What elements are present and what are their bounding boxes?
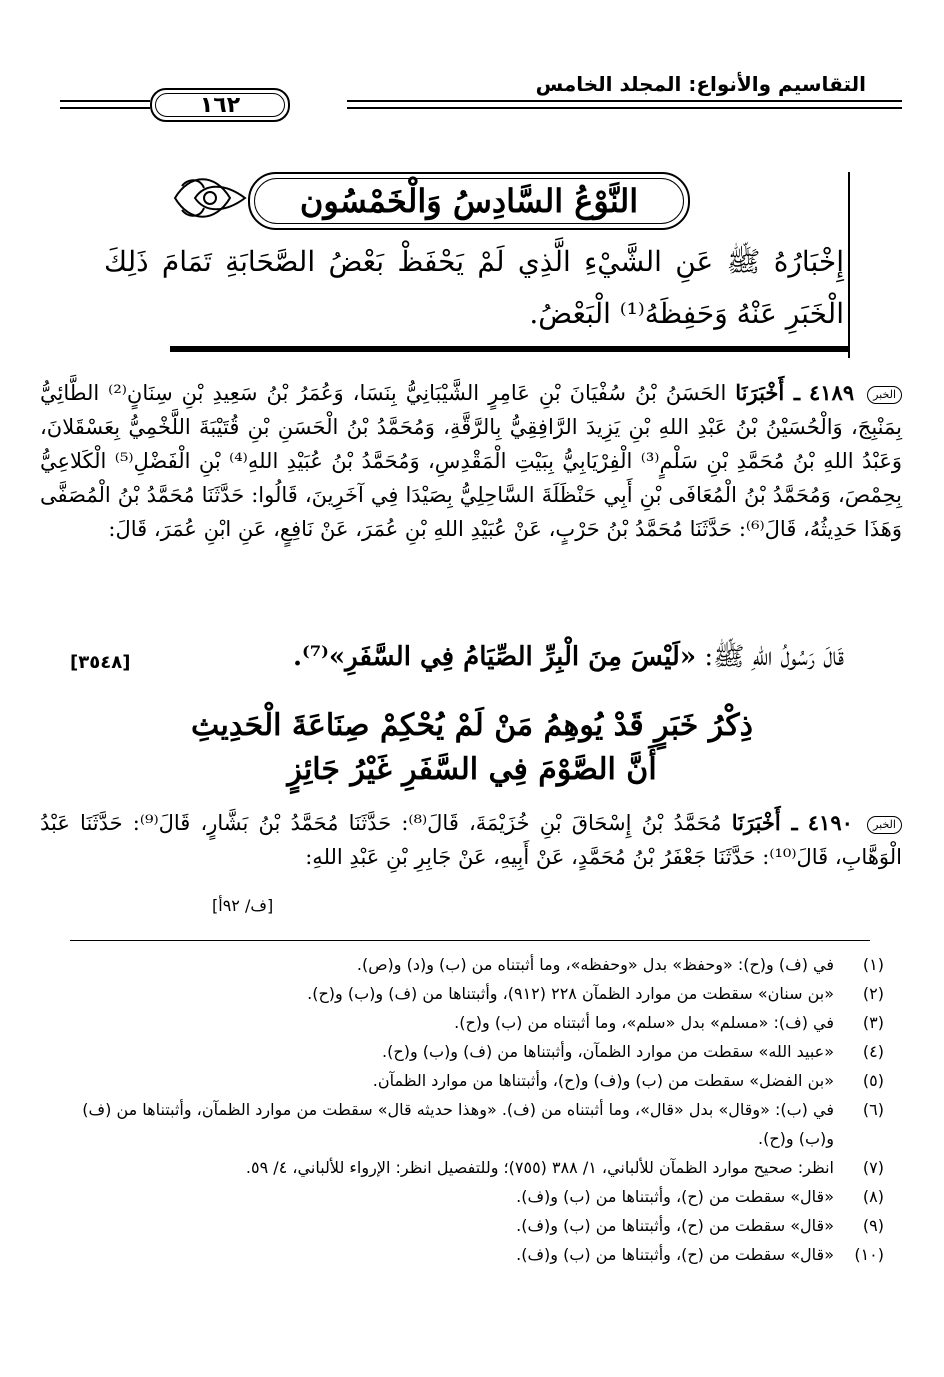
prophet-saying-line [293,640,844,678]
hadith-4189 [40,376,902,546]
footnote-text: «قال» سقطت من (ح)، وأثبتناها من (ب) و(ف). [516,1187,834,1206]
footnote-text: «قال» سقطت من (ح)، وأثبتناها من (ب) و(ف). [516,1245,834,1264]
prophet-intro: قَالَ رَسُولُ اللهِ ﷺ: [704,642,844,672]
footnote-text: في (ب): «وقال» بدل «قال»، وما أثبتناه من (ف). «وهذا حديثه قال» سقطت من موارد الظمآن، وأثبتناها من (ف) و(ب) و(ح). [82,1100,834,1148]
footnote-number: (١) [862,955,884,974]
header-rule-left [60,100,150,102]
chapter-title: النَّوْعُ السَّادِسُ وَالْخَمْسُون [299,182,639,220]
footnote-text: «بن الفضل» سقطت من (ب) و(ف) و(ح)، وأثبتناها من موارد الظمآن. [372,1071,834,1090]
footnote [54,1008,884,1037]
footnote-text: «عبيد الله» سقطت من موارد الظمآن، وأثبتناها من (ف) و(ب) و(ح). [382,1042,834,1061]
chapter-frame-bottom [170,346,850,352]
ornament-icon [170,168,250,228]
khabar-badge: الخبر [867,816,902,834]
footnote [54,1095,884,1153]
hadith-lead: ـ أَخْبَرَنَا [735,380,801,405]
footnote [54,1182,884,1211]
hadith-reference: [٣٥٤٨] [70,652,131,673]
footnote [54,1153,884,1182]
footnote [54,1066,884,1095]
hadith-number: ٤١٨٩ [809,380,855,405]
header-rule-left [60,107,150,109]
footnote-text: في (ف): «مسلم» بدل «سلم»، وما أثبتناه من (ب) و(ح). [454,1013,834,1032]
hadith-lead: ـ أَخْبَرَنَا [731,810,798,835]
footnote-number: (٧) [862,1158,884,1177]
footnote-number: (٨) [862,1187,884,1206]
khabar-badge: الخبر [867,386,902,404]
hadith-4190 [40,806,902,874]
footnote-number: (٤) [862,1042,884,1061]
footnote-number: (٢) [862,984,884,1003]
footnote [54,1037,884,1066]
header-rule [347,107,902,109]
footnote [54,950,884,979]
manuscript-reference: [ف/ ٩٢أ] [212,896,274,915]
footnote-rule [70,940,870,941]
hadith-number: ٤١٩٠ [807,810,853,835]
footnote-number: (١٠) [854,1245,884,1264]
prophet-saying: «لَيْسَ مِنَ الْبِرِّ الصِّيَامُ فِي السَّفَرِ»⁽⁷⁾. [292,642,697,672]
footnote [54,1211,884,1240]
chapter-title-box [248,172,690,230]
page-number: ١٦٢ [199,92,241,118]
footnote-number: (٣) [862,1013,884,1032]
footnote-number: (٥) [862,1071,884,1090]
footnote-text: انظر: صحيح موارد الظمآن للألباني، ١/ ٣٨٨ (٧٥٥)؛ وللتفصيل انظر: الإرواء للألباني، ٤/ ٥٩. [245,1158,834,1177]
footnotes [54,950,884,1269]
page-number-box [150,88,290,122]
footnote-number: (٩) [862,1216,884,1235]
header-rule [347,100,902,102]
footnote-text: «قال» سقطت من (ح)، وأثبتناها من (ب) و(ف). [516,1216,834,1235]
footnote-text: في (ف) و(ح): «وحفظ» بدل «وحفظه»، وما أثبتناه من (ب) و(د) و(ص). [356,955,834,974]
hadith-text: مُحَمَّدُ بْنُ إِسْحَاقَ بْنِ خُزَيْمَةَ، قَالَ⁽⁸⁾: حَدَّثَنَا مُحَمَّدُ بْنُ بَشَّارٍ، قَالَ⁽⁹⁾: حَدَّثَنَا عَبْدُ الْوَهَّابِ، قَالَ⁽¹⁰⁾: حَدَّثَنَا جَعْفَرُ بْنُ مُحَمَّدٍ، عَنْ أَبِيهِ، عَنْ جَابِرِ بْنِ عَبْدِ اللهِ: [40,811,902,869]
footnote [54,979,884,1008]
footnote-text: «بن سنان» سقطت من موارد الظمآن ٢٢٨ (٩١٢)، وأثبتناها من (ف) و(ب) و(ح). [307,984,834,1003]
hadith-text: الحَسَنُ بْنُ سُفْيَانَ بْنِ عَامِرٍ الشَّيْبَانِيُّ بِنَسَا، وَعُمَرُ بْنُ سَعِيدِ بْنِ سِنَانٍ⁽²⁾ الطَّائِيُّ بِمَنْبِجَ، وَالْحُسَيْنُ بْنُ عَبْدِ اللهِ بْنِ يَزِيدَ الرَّافِقِيُّ بِالرَّقَّةِ، وَمُحَمَّدُ بْنُ الْحَسَنِ بْنِ قُتَيْبَةَ اللَّخْمِيُّ بِعَسْقَلانَ، وَعَبْدُ اللهِ بْنُ مُحَمَّدِ بْنِ سَلْمٍ⁽³⁾ الْفِرْيَابِيُّ بِبَيْتِ الْمَقْدِسِ، وَمُحَمَّدُ بْنُ عُبَيْدِ اللهِ⁽⁴⁾ بْنِ الْفَضْلِ⁽⁵⁾ الْكَلاعِيُّ بِحِمْصَ، وَمُحَمَّدُ بْنُ الْمُعَافَى بْنِ أَبِي حَنْظَلَةَ السَّاحِلِيُّ بِصَيْدَا فِي آخَرِينَ، قَالُوا: حَدَّثَنَا مُحَمَّدُ بْنُ الْمُصَفَّى وَهَذَا حَدِيثُهُ، قَالَ⁽⁶⁾: حَدَّثَنَا مُحَمَّدُ بْنُ حَرْبٍ، عَنْ عُبَيْدِ اللهِ بْنِ عُمَرَ، عَنْ نَافِعٍ، عَنِ ابْنِ عُمَرَ، قَالَ: [40,381,902,541]
footnote-number: (٦) [862,1100,884,1119]
chapter-frame-vertical [848,172,850,358]
section-title-line2: أَنَّ الصَّوْمَ فِي السَّفَرِ غَيْرُ جَائِزٍ [287,752,657,787]
running-title: التقاسيم والأنواع: المجلد الخامس [535,72,866,96]
section-title-line1: ذِكْرُ خَبَرٍ قَدْ يُوهِمُ مَنْ لَمْ يُحْكِمْ صِنَاعَةَ الْحَدِيثِ [191,708,753,743]
footnote [54,1240,884,1269]
chapter-description: إِخْبَارُهُ ﷺ عَنِ الشَّيْءِ الَّذِي لَمْ يَحْفَظْ بَعْضُ الصَّحَابَةِ تَمَامَ ذَلِكَ الْخَبَرِ عَنْهُ وَحَفِظَهُ⁽¹⁾ الْبَعْضُ. [104,245,844,330]
